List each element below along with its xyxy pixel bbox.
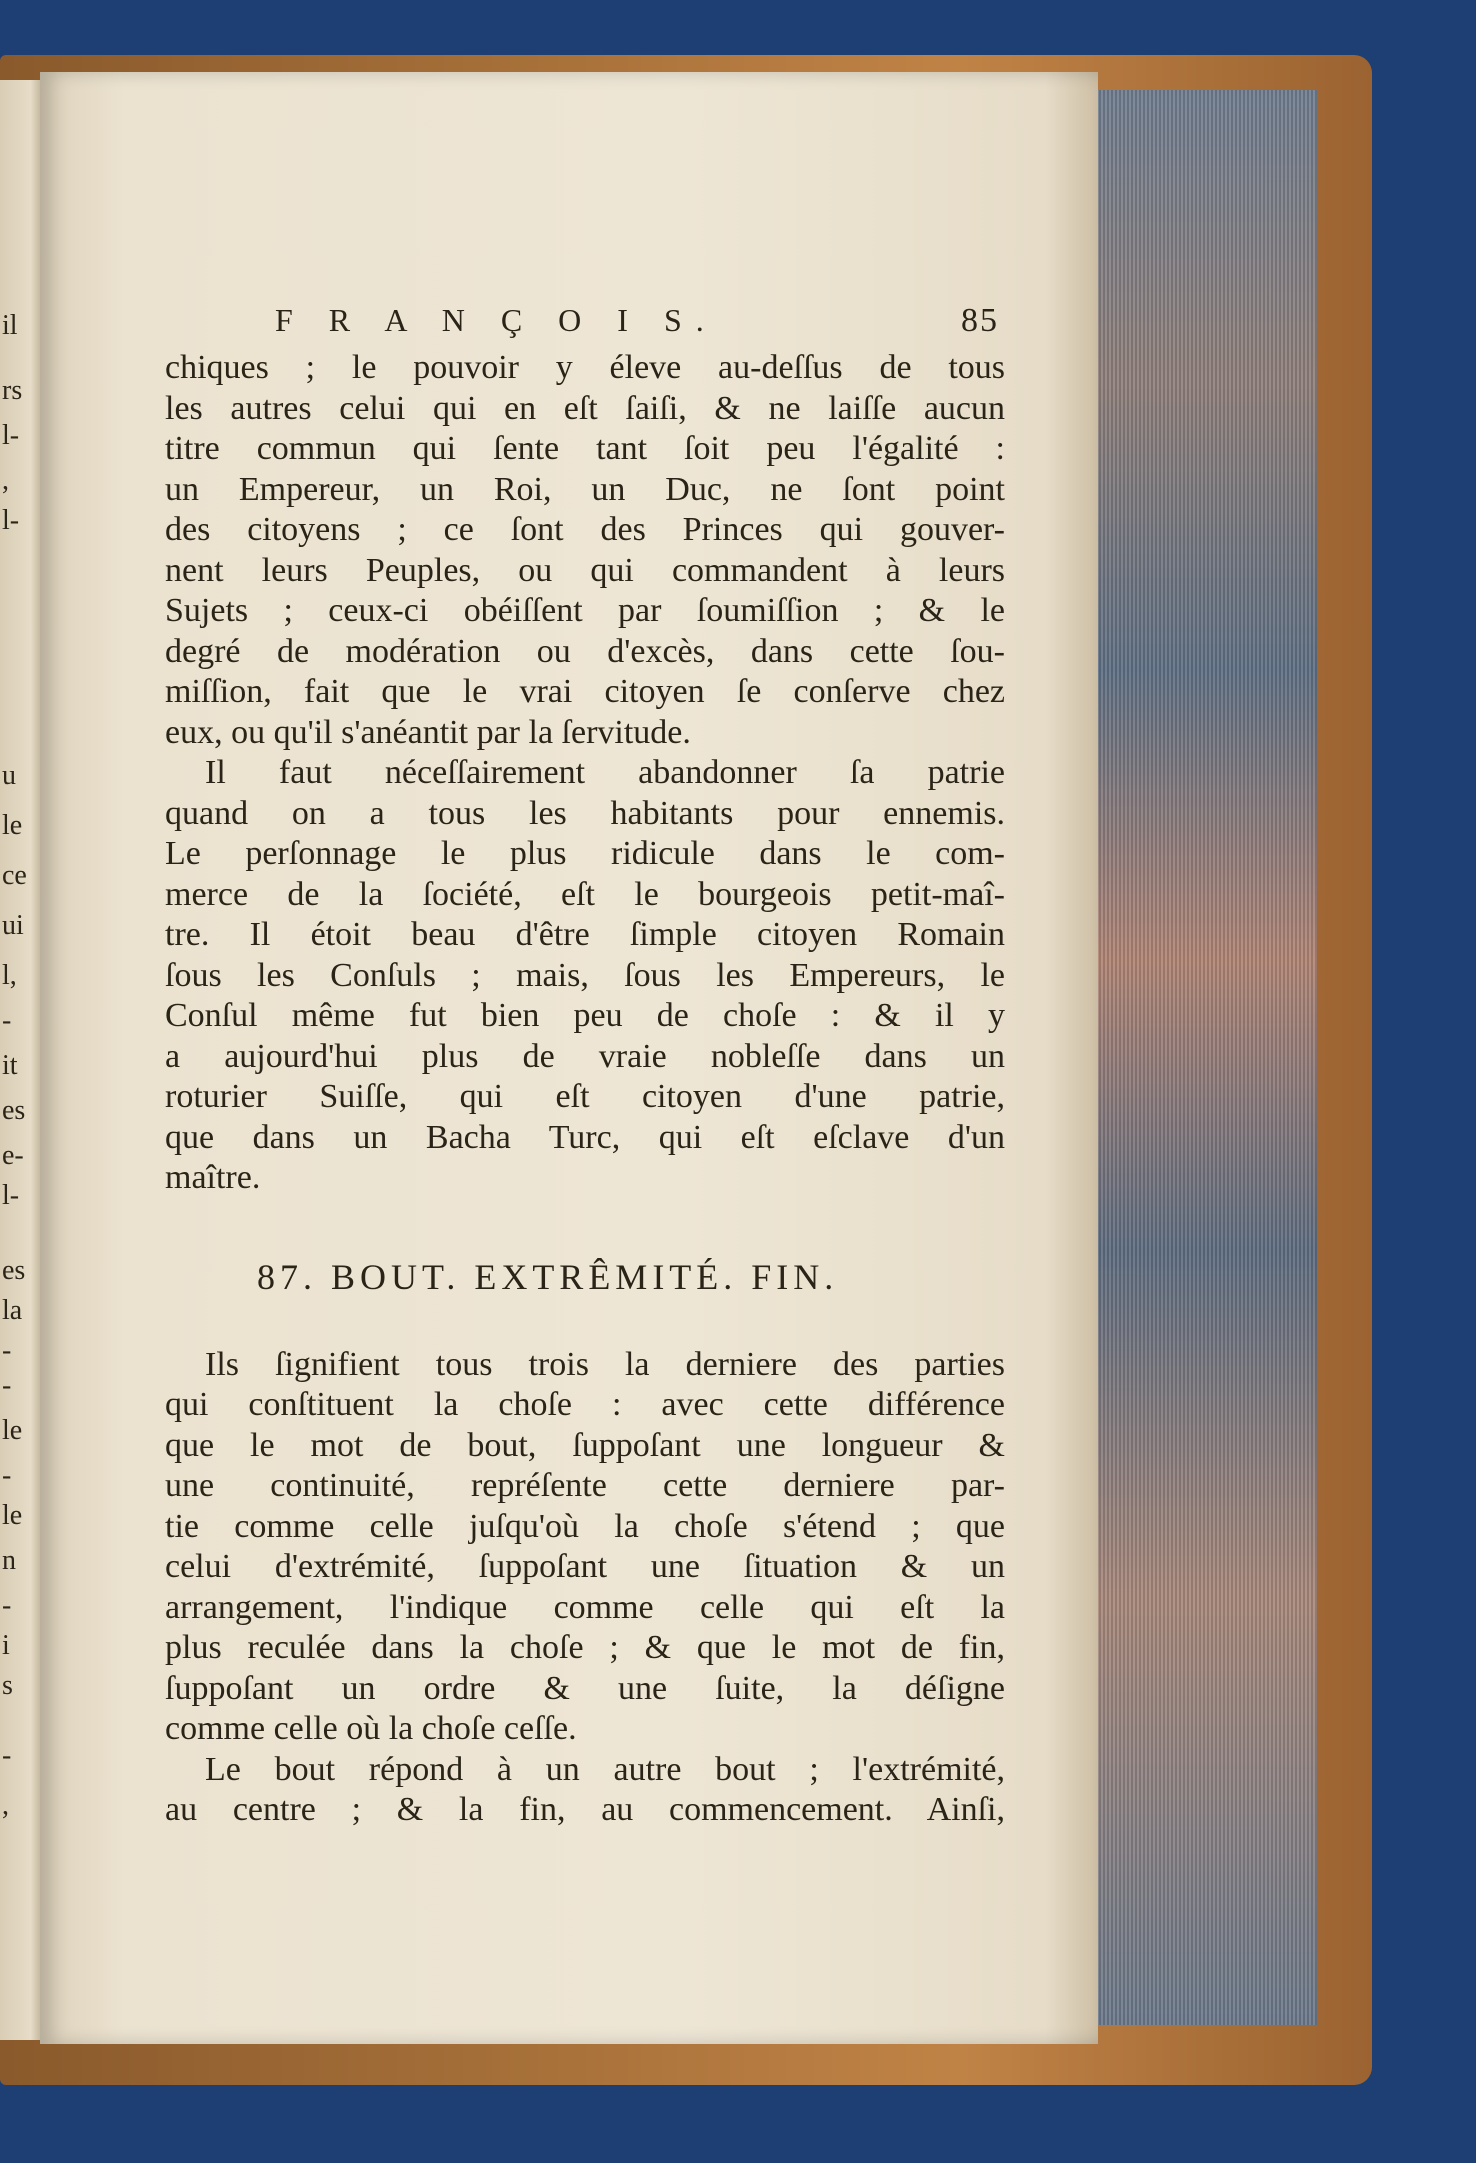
- left-page-fragment: ,: [2, 465, 9, 496]
- paragraph: [165, 1750, 1005, 1831]
- left-page-fragment: l-: [2, 420, 20, 451]
- left-page-fragment: le: [2, 810, 23, 841]
- text-line: ſous les Conſuls ; mais, ſous les Empereurs, le: [165, 956, 1005, 994]
- text-line: une continuité, repréſente cette derniere par-: [165, 1467, 1005, 1504]
- left-page-fragment: -: [2, 1005, 12, 1036]
- text-line: eux, ou qu'il s'anéantit par la ſervitude.: [165, 713, 691, 751]
- text-line: un Empereur, un Roi, un Duc, ne ſont point: [165, 470, 1005, 508]
- text-line: quand on a tous les habitants pour ennemis.: [165, 794, 1005, 832]
- left-page-fragment: es: [2, 1095, 26, 1126]
- left-page-fragment: e-: [2, 1140, 24, 1171]
- text-line: miſſion, fait que le vrai citoyen ſe conſerve chez: [165, 673, 1005, 710]
- left-page-fragment: il: [2, 310, 18, 341]
- text-line: comme celle où la choſe ceſſe.: [165, 1710, 577, 1747]
- left-page-fragment: s: [2, 1670, 13, 1701]
- page-number: 85: [961, 302, 999, 339]
- text-line: que le mot de bout, ſuppoſant une longueur &: [165, 1426, 1005, 1464]
- left-page-fragment: l,: [2, 960, 17, 991]
- text-line: des citoyens ; ce ſont des Princes qui gouver-: [165, 511, 1005, 548]
- left-page-fragment: i: [2, 1630, 10, 1661]
- left-page-fragment: le: [2, 1500, 23, 1531]
- text-line: tre. Il étoit beau d'être ſimple citoyen Romain: [165, 916, 1005, 953]
- left-page-fragment: ui: [2, 910, 24, 941]
- text-line: maître.: [165, 1159, 261, 1196]
- text-line: qui conſtituent la choſe : avec cette différence: [165, 1386, 1005, 1423]
- left-page-fragment: -: [2, 1460, 12, 1491]
- page-text: [165, 302, 1005, 1831]
- book-page: [40, 72, 1098, 2044]
- text-line: plus reculée dans la choſe ; & que le mot de fin,: [165, 1629, 1005, 1666]
- left-page-fragment: le: [2, 1415, 23, 1446]
- left-page-fragment: it: [2, 1050, 18, 1081]
- left-page-fragment: l-: [2, 505, 20, 536]
- left-page-fragment: -: [2, 1740, 12, 1771]
- text-line: titre commun qui ſente tant ſoit peu l'égalité :: [165, 430, 1005, 467]
- text-line: roturier Suiſſe, qui eſt citoyen d'une patrie,: [165, 1078, 1005, 1115]
- paragraph: [165, 753, 1005, 1199]
- article-title: 87. BOUT. EXTRÊMITÉ. FIN.: [257, 1256, 839, 1297]
- left-page-fragment: u: [2, 760, 16, 791]
- text-line: arrangement, l'indique comme celle qui eſt la: [165, 1588, 1005, 1626]
- running-head: [165, 302, 999, 348]
- text-line: au centre ; & la fin, au commencement. Ainſi,: [165, 1791, 1005, 1828]
- running-head-title: F R A N Ç O I S.: [275, 302, 718, 338]
- text-line: tie comme celle juſqu'où la choſe s'étend ; que: [165, 1507, 1005, 1545]
- text-line: chiques ; le pouvoir y éleve au-deſſus de tous: [165, 349, 1005, 386]
- left-page-fragment: n: [2, 1545, 16, 1576]
- text-line: ſuppoſant un ordre & une ſuite, la déſigne: [165, 1669, 1005, 1707]
- text-line: Ils ſignifient tous trois la derniere des parties: [205, 1345, 1005, 1383]
- paragraph: [165, 1345, 1005, 1750]
- text-line: nent leurs Peuples, ou qui commandent à leurs: [165, 551, 1005, 589]
- text-line: Conſul même fut bien peu de choſe : & il y: [165, 997, 1005, 1034]
- left-page-fragment: ce: [2, 860, 27, 891]
- text-line: celui d'extrémité, ſuppoſant une ſituation & un: [165, 1548, 1005, 1585]
- text-line: a aujourd'hui plus de vraie nobleſſe dans un: [165, 1037, 1005, 1075]
- text-line: merce de la ſociété, eſt le bourgeois petit-maî-: [165, 875, 1005, 913]
- left-page-fragment: la: [2, 1295, 23, 1326]
- text-line: Le bout répond à un autre bout ; l'extrémité,: [205, 1750, 1005, 1788]
- left-page-fragment: ,: [2, 1790, 9, 1821]
- text-line: degré de modération ou d'excès, dans cette ſou-: [165, 632, 1005, 670]
- left-page-fragment: -: [2, 1370, 12, 1401]
- text-line: Le perſonnage le plus ridicule dans le com-: [165, 835, 1005, 872]
- left-page-fragment: rs: [2, 375, 23, 406]
- left-page-edge: [0, 80, 44, 2040]
- text-line: Sujets ; ceux-ci obéiſſent par ſoumiſſion ; & le: [165, 592, 1005, 629]
- left-page-fragment: es: [2, 1255, 26, 1286]
- text-line: Il faut néceſſairement abandonner ſa patrie: [205, 754, 1005, 791]
- left-page-fragment: -: [2, 1590, 12, 1621]
- page-block-edge: [1095, 90, 1317, 2025]
- text-line: que dans un Bacha Turc, qui eſt eſclave d'un: [165, 1118, 1005, 1156]
- paragraph: [165, 348, 1005, 753]
- left-page-fragment: l-: [2, 1180, 20, 1211]
- left-page-fragment: -: [2, 1335, 12, 1366]
- text-line: les autres celui qui en eſt ſaiſi, & ne laiſſe aucun: [165, 389, 1005, 427]
